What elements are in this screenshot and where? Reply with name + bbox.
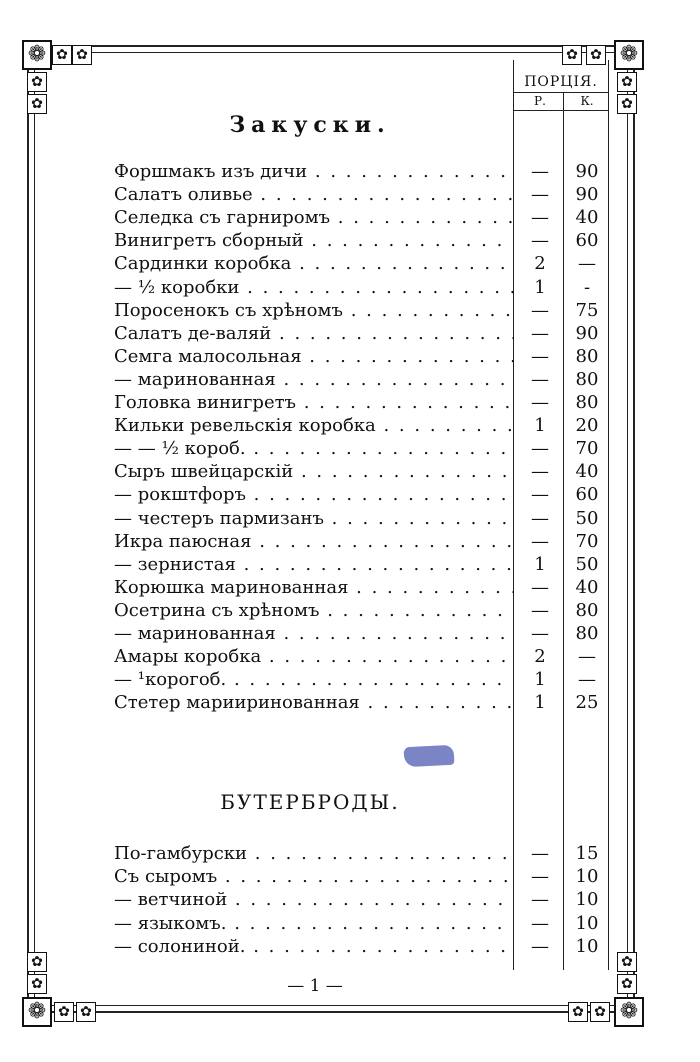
item-name: Винигретъ сборный . . . (114, 229, 514, 252)
price-rub: — (531, 322, 549, 344)
item-name: — маринованная . . . (114, 368, 514, 391)
price-kop: 90 (575, 184, 599, 206)
price-rub: — (531, 161, 549, 182)
price-rub: — (531, 461, 549, 483)
item-name: Семга малосольная . . . (114, 345, 514, 368)
ornament-icon: ✿ (27, 974, 47, 994)
price-rub: 1 (534, 692, 546, 714)
section-title-zakuski: Закуски. (229, 112, 391, 138)
ornament-icon: ❁ (22, 40, 52, 70)
ornament-icon: ✿ (590, 1002, 610, 1022)
item-name: — зернистая . . . (114, 553, 514, 576)
price-rub: — (531, 184, 549, 206)
price-rub: — (531, 368, 549, 390)
price-rub: — (531, 576, 549, 598)
ornament-icon: ✿ (617, 94, 637, 114)
ornament-icon: ❁ (22, 997, 52, 1027)
price-rub: 2 (534, 646, 546, 668)
price-rub: — (531, 438, 549, 460)
column-divider (563, 92, 564, 970)
price-rub: — (531, 484, 549, 506)
item-name: Селедка съ гарниромъ . . . (114, 206, 514, 229)
price-kop: — (578, 669, 596, 691)
price-kop: — (578, 253, 596, 275)
price-kop: 90 (575, 322, 599, 344)
price-kop: 15 (575, 843, 599, 864)
price-rub: — (531, 912, 549, 934)
price-kop: 50 (575, 507, 599, 529)
price-kop: 40 (575, 576, 599, 598)
ornament-icon: ✿ (562, 45, 582, 65)
price-rub: 2 (534, 253, 546, 275)
ornament-icon: ✿ (54, 1002, 74, 1022)
price-kop: 10 (575, 866, 599, 888)
item-name: — ½ коробки . . . (114, 276, 514, 299)
price-kop: 10 (575, 889, 599, 911)
ornament-icon: ✿ (76, 1002, 96, 1022)
price-kop: 75 (575, 299, 599, 321)
price-kop: 90 (575, 161, 599, 182)
item-name: Поросенокъ съ хрѣномъ . . . (114, 299, 514, 322)
price-rub: — (531, 207, 549, 229)
item-name: Форшмакъ изъ дичи . . . (114, 160, 514, 183)
price-kop: 60 (575, 484, 599, 506)
price-rub: 1 (534, 276, 546, 298)
item-name: По-гамбурски . . . (114, 842, 514, 865)
price-kop: 60 (575, 230, 599, 252)
price-kop: 10 (575, 912, 599, 934)
price-kop: 40 (575, 461, 599, 483)
ornament-icon: ✿ (72, 45, 92, 65)
price-rub: — (531, 299, 549, 321)
item-name: Осетрина съ хрѣномъ . . . (114, 599, 514, 622)
ornament-icon: ✿ (27, 952, 47, 972)
price-kop: 50 (575, 553, 599, 575)
item-name: — ветчиной . . . (114, 888, 514, 911)
price-rub: — (531, 843, 549, 864)
price-kop: 40 (575, 207, 599, 229)
page-number: — 1 — (287, 976, 343, 996)
price-kop: 25 (575, 692, 599, 714)
item-name: Салатъ де-валяй . . . (114, 322, 514, 345)
price-kop: 70 (575, 438, 599, 460)
ornament-icon: ✿ (617, 974, 637, 994)
item-name: Стетер марииринованная . . . (114, 691, 514, 714)
price-kop: 80 (575, 392, 599, 413)
price-rub: — (531, 599, 549, 621)
item-name: Кильки ревельскія коробка . . . (114, 414, 514, 437)
rub-header: Р. (534, 94, 546, 108)
ornament-icon: ✿ (586, 45, 606, 65)
price-kop: 80 (575, 368, 599, 390)
item-name: Амары коробка . . . (114, 645, 514, 668)
price-rub: — (531, 623, 549, 644)
price-rub: 1 (534, 553, 546, 575)
price-kop: - (583, 276, 591, 298)
price-kop: 70 (575, 530, 599, 552)
item-name: Съ сыромъ . . . (114, 865, 514, 888)
price-rub: — (531, 530, 549, 552)
item-name: — солониной. . . . (114, 935, 514, 958)
price-rub: — (531, 392, 549, 413)
price-rub: — (531, 935, 549, 957)
item-name: Сыръ швейцарскій . . . (114, 460, 514, 483)
ornament-icon: ✿ (568, 1002, 588, 1022)
price-rub: — (531, 345, 549, 367)
price-rub: 1 (534, 415, 546, 437)
item-name: Корюшка маринованная . . . (114, 576, 514, 599)
price-kop: 80 (575, 599, 599, 621)
library-stamp (398, 716, 460, 772)
price-rub: — (531, 507, 549, 529)
item-name: Головка винигретъ . . . (114, 391, 514, 414)
header-divider (513, 92, 609, 93)
item-name: — честеръ пармизанъ . . . (114, 507, 514, 530)
price-kop: 20 (575, 415, 599, 437)
item-name: Сардинки коробка . . . (114, 252, 514, 275)
ornament-icon: ✿ (617, 72, 637, 92)
price-rub: — (531, 889, 549, 911)
price-rub: 1 (534, 669, 546, 691)
price-kop: 80 (575, 345, 599, 367)
ornament-icon: ✿ (52, 45, 72, 65)
kop-header: К. (580, 94, 594, 108)
price-rub: — (531, 866, 549, 888)
price-kop: 80 (575, 623, 599, 644)
item-name: — ¹корогоб. . . . (114, 668, 514, 691)
portion-header: ПОРЦІЯ. (524, 74, 598, 90)
item-name: — маринованная . . . (114, 622, 514, 645)
ornament-icon: ❁ (614, 40, 644, 70)
header-divider (513, 110, 609, 111)
item-name: Салатъ оливье . . . (114, 183, 514, 206)
stamp-ink-blob (404, 745, 455, 768)
item-name: — рокштфоръ . . . (114, 483, 514, 506)
ornament-icon: ❁ (614, 997, 644, 1027)
ornament-icon: ✿ (27, 94, 47, 114)
ornament-icon: ✿ (27, 72, 47, 92)
item-name: — — ½ короб. . . . (114, 437, 514, 460)
ornament-icon: ✿ (617, 952, 637, 972)
price-kop: — (578, 646, 596, 668)
section-title-buterbrody: БУТЕРБРОДЫ. (220, 790, 400, 814)
item-name: — языкомъ. . . . (114, 912, 514, 935)
item-name: Икра паюсная . . . (114, 530, 514, 553)
price-kop: 10 (575, 935, 599, 957)
price-rub: — (531, 230, 549, 252)
